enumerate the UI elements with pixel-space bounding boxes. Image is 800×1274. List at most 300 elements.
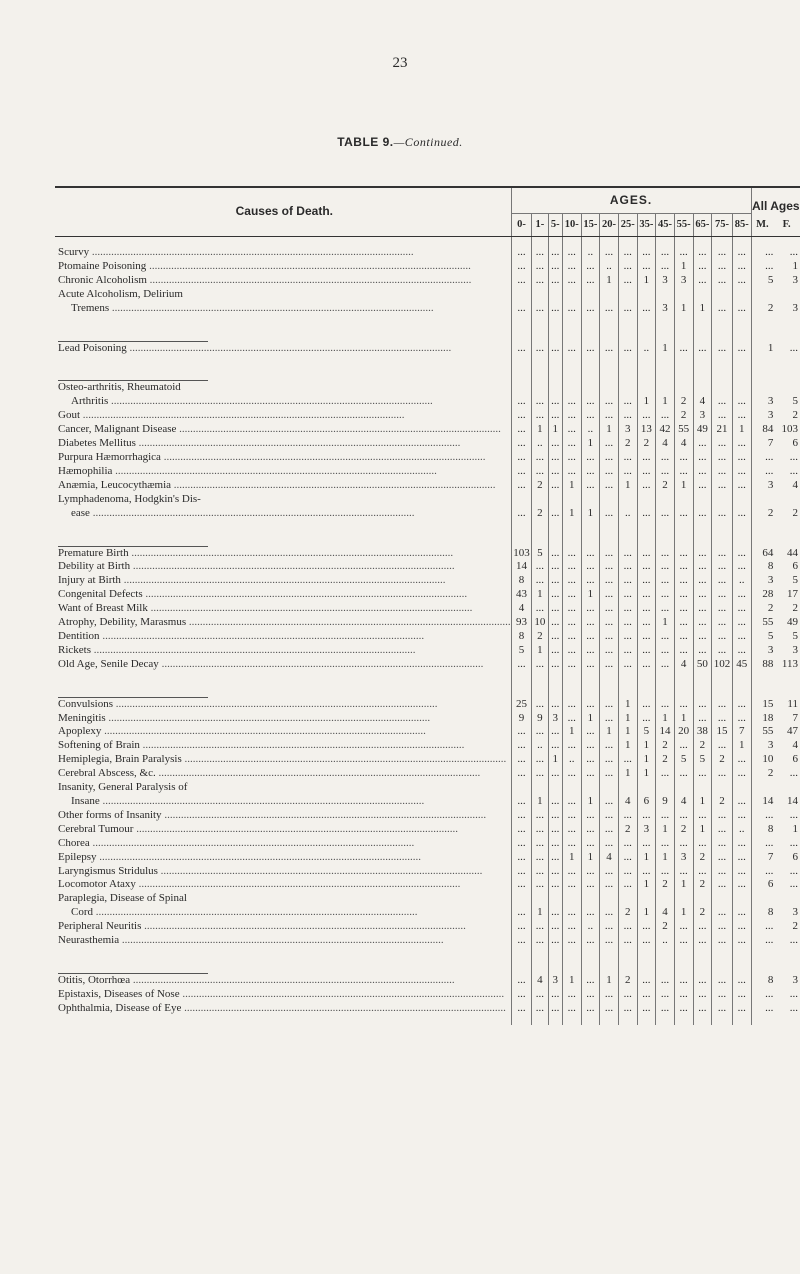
age-value: ...	[548, 809, 562, 823]
total-male-value: 7	[751, 851, 775, 865]
age-value: ...	[693, 809, 712, 823]
age-value: 4	[674, 795, 693, 809]
age-group-header: 1-	[532, 214, 548, 237]
age-value: ...	[600, 302, 619, 316]
total-female-value: 2	[792, 602, 798, 615]
age-value: ...	[656, 865, 675, 879]
age-value: ...	[600, 865, 619, 879]
age-value: ...	[600, 547, 619, 561]
age-value: ...	[511, 851, 532, 865]
total-female-value: ...	[789, 246, 798, 258]
age-value: ...	[674, 1002, 693, 1016]
age-value: 1	[562, 725, 581, 739]
total-female-value: ...	[789, 1001, 798, 1014]
age-value: ...	[656, 602, 675, 616]
total-male-value: 5	[751, 274, 775, 288]
age-value: ...	[674, 837, 693, 851]
age-value: ...	[532, 865, 548, 879]
age-value: ...	[712, 574, 733, 588]
total-female-value: ...	[789, 987, 798, 1000]
age-value: ...	[532, 878, 548, 892]
total-female-value: 6	[792, 437, 798, 450]
age-value: ..	[618, 507, 637, 521]
age-value: ...	[732, 906, 751, 920]
age-value: ...	[548, 795, 562, 809]
age-value: ...	[712, 560, 733, 574]
total-male-value: ...	[751, 1002, 775, 1016]
age-value: 9	[511, 712, 532, 726]
total-female-value: 6	[792, 753, 798, 766]
age-value: ...	[562, 767, 581, 781]
age-value: ..	[732, 574, 751, 588]
age-value: ...	[618, 574, 637, 588]
total-female-value: 5	[792, 395, 798, 408]
age-value: ...	[674, 988, 693, 1002]
age-value: 1	[637, 274, 656, 288]
total-female-value: 11	[787, 697, 798, 710]
total-female-value: 103	[781, 423, 798, 436]
age-value: ...	[600, 588, 619, 602]
age-value: ...	[600, 409, 619, 423]
cause-label: Cerebral Abscess, &c. .....	[55, 767, 511, 781]
age-value: ..	[656, 934, 675, 948]
cause-label: Chorea .....	[55, 837, 511, 851]
age-value: ...	[618, 644, 637, 658]
age-value: ...	[732, 974, 751, 988]
table-row	[55, 920, 800, 934]
age-value: ...	[712, 302, 733, 316]
age-value: ...	[548, 878, 562, 892]
age-value: 2	[693, 906, 712, 920]
cause-label: Lead Poisoning .....	[55, 342, 511, 356]
total-male-value: 3	[751, 409, 775, 423]
total-male-value: 18	[751, 712, 775, 726]
age-value: ...	[511, 725, 532, 739]
cause-label: Meningitis .....	[55, 712, 511, 726]
age-value: ...	[712, 644, 733, 658]
age-value: ...	[548, 302, 562, 316]
age-value: ...	[600, 906, 619, 920]
age-value: ...	[562, 823, 581, 837]
age-value: ...	[532, 753, 548, 767]
total-male-value: 7	[751, 437, 775, 451]
total-male-value: ...	[751, 988, 775, 1002]
age-value: ...	[674, 934, 693, 948]
total-female-value: ...	[789, 836, 798, 849]
age-value: ...	[693, 588, 712, 602]
age-value: ...	[532, 725, 548, 739]
age-value: 42	[656, 423, 675, 437]
age-group-header: 20-	[600, 214, 619, 237]
age-value: ...	[693, 934, 712, 948]
age-value: ...	[712, 851, 733, 865]
age-value: 1	[656, 851, 675, 865]
table-row	[55, 409, 800, 423]
age-value: 1	[656, 342, 675, 356]
age-value: ...	[562, 437, 581, 451]
age-value: ...	[548, 851, 562, 865]
age-value: ...	[637, 451, 656, 465]
mortality-table	[55, 186, 800, 1025]
table-row	[55, 837, 800, 851]
age-value: ...	[562, 423, 581, 437]
age-value: ...	[693, 630, 712, 644]
age-value: ...	[712, 465, 733, 479]
age-value: ...	[562, 409, 581, 423]
age-value: ...	[712, 739, 733, 753]
age-value: ...	[511, 395, 532, 409]
age-value: ...	[600, 739, 619, 753]
total-female-value: 4	[792, 739, 798, 752]
total-male-value: 14	[751, 795, 775, 809]
table-row	[55, 507, 800, 521]
table-row	[55, 616, 800, 630]
table-row	[55, 712, 800, 726]
age-value: 1	[548, 423, 562, 437]
total-female-value: ...	[789, 864, 798, 877]
age-value: ...	[548, 260, 562, 274]
table-row	[55, 698, 800, 712]
age-value: 1	[674, 479, 693, 493]
age-value: ...	[532, 837, 548, 851]
total-male-value: 10	[751, 753, 775, 767]
total-female-value: 44	[787, 546, 798, 559]
age-value: ...	[548, 658, 562, 672]
age-value: ...	[581, 698, 600, 712]
cause-label: Cerebral Tumour .....	[55, 823, 511, 837]
table-row	[55, 851, 800, 865]
age-value: 4	[532, 974, 548, 988]
age-value: ...	[732, 547, 751, 561]
age-value: ...	[637, 712, 656, 726]
age-value: ...	[693, 602, 712, 616]
age-group-header: 85-	[732, 214, 751, 237]
age-value: ...	[562, 602, 581, 616]
age-value: 1	[693, 795, 712, 809]
age-value: ...	[581, 753, 600, 767]
age-value: ...	[656, 560, 675, 574]
age-value: ...	[581, 809, 600, 823]
age-value: ...	[581, 342, 600, 356]
age-value: ...	[511, 437, 532, 451]
age-value: ...	[511, 739, 532, 753]
age-value: ...	[548, 602, 562, 616]
age-value: ...	[511, 906, 532, 920]
total-female-value: ...	[789, 767, 798, 780]
age-value: ...	[618, 616, 637, 630]
table-row-continuation	[55, 781, 800, 795]
age-value: ...	[656, 574, 675, 588]
age-value: ...	[548, 644, 562, 658]
age-value: ...	[511, 1002, 532, 1016]
age-value: ...	[562, 878, 581, 892]
age-value: ...	[637, 698, 656, 712]
age-value: ...	[656, 809, 675, 823]
table-row	[55, 988, 800, 1002]
table-row	[55, 809, 800, 823]
age-value: ...	[548, 465, 562, 479]
table-body	[55, 237, 800, 1025]
age-value: ...	[600, 712, 619, 726]
age-value: ...	[732, 712, 751, 726]
age-value: ...	[581, 547, 600, 561]
age-value: ...	[548, 1002, 562, 1016]
age-value: ...	[511, 767, 532, 781]
age-value: ...	[732, 920, 751, 934]
age-value: 1	[562, 479, 581, 493]
total-female-value: 1	[792, 259, 798, 272]
cause-label: ease .....	[55, 507, 511, 521]
cause-label: Congenital Defects .....	[55, 588, 511, 602]
age-value: ...	[693, 451, 712, 465]
age-value: ...	[548, 725, 562, 739]
age-value: 1	[732, 423, 751, 437]
total-female-value: 2	[792, 409, 798, 422]
age-value: ...	[548, 616, 562, 630]
table-row	[55, 725, 800, 739]
age-value: ...	[618, 260, 637, 274]
age-value: ...	[674, 560, 693, 574]
age-group-header: 55-	[674, 214, 693, 237]
age-value: 3	[618, 423, 637, 437]
cause-label: Purpura Hæmorrhagica .....	[55, 451, 511, 465]
age-value: ...	[562, 274, 581, 288]
age-value: ...	[600, 574, 619, 588]
age-value: ...	[511, 934, 532, 948]
age-value: ...	[732, 342, 751, 356]
age-value: ...	[693, 920, 712, 934]
age-value: ...	[732, 837, 751, 851]
age-value: ...	[600, 395, 619, 409]
age-value: ...	[548, 437, 562, 451]
cause-label: Gout .....	[55, 409, 511, 423]
age-value: ...	[693, 974, 712, 988]
cause-label: Atrophy, Debility, Marasmus .....	[55, 616, 511, 630]
table-row	[55, 1002, 800, 1016]
age-value: 1	[674, 260, 693, 274]
table-row	[55, 423, 800, 437]
age-value: ...	[637, 974, 656, 988]
age-value: ...	[511, 451, 532, 465]
age-value: ..	[562, 753, 581, 767]
age-value: ...	[600, 809, 619, 823]
age-value: ...	[600, 451, 619, 465]
age-value: ...	[693, 837, 712, 851]
age-value: 1	[618, 767, 637, 781]
age-value: ...	[511, 809, 532, 823]
age-value: ...	[712, 767, 733, 781]
age-value: ...	[511, 260, 532, 274]
age-value: ...	[511, 507, 532, 521]
age-value: ...	[548, 274, 562, 288]
table-caption	[0, 135, 800, 150]
age-value: ...	[637, 837, 656, 851]
total-male-value: 2	[751, 507, 775, 521]
age-value: ...	[600, 767, 619, 781]
age-value: 1	[693, 302, 712, 316]
age-value: 13	[637, 423, 656, 437]
age-value: ...	[637, 602, 656, 616]
age-value: ...	[600, 630, 619, 644]
age-value: 1	[581, 851, 600, 865]
age-value: ...	[618, 753, 637, 767]
age-value: ...	[712, 934, 733, 948]
age-value: ...	[581, 409, 600, 423]
age-value: ...	[618, 560, 637, 574]
table-row	[55, 574, 800, 588]
age-value: ...	[581, 823, 600, 837]
age-value: ...	[581, 302, 600, 316]
cause-label: Debility at Birth .....	[55, 560, 511, 574]
age-value: 1	[693, 823, 712, 837]
total-male-value: 2	[751, 602, 775, 616]
total-female-value: 7	[792, 711, 798, 724]
age-group-header: 10-	[562, 214, 581, 237]
age-value: 1	[637, 739, 656, 753]
age-value: ...	[693, 698, 712, 712]
age-value: ...	[581, 725, 600, 739]
age-value: ...	[637, 507, 656, 521]
age-value: ...	[511, 658, 532, 672]
age-value: ...	[674, 465, 693, 479]
age-value: 1	[581, 795, 600, 809]
total-male-value: 55	[751, 616, 775, 630]
table-row	[55, 630, 800, 644]
table-row	[55, 767, 800, 781]
age-value: 1	[618, 698, 637, 712]
age-value: 3	[693, 409, 712, 423]
age-value: 1	[562, 851, 581, 865]
age-value: 21	[712, 423, 733, 437]
age-value: ...	[562, 658, 581, 672]
cause-label: Convulsions .....	[55, 698, 511, 712]
cause-label: Insane .....	[55, 795, 511, 809]
age-value: ...	[656, 547, 675, 561]
age-value: ...	[562, 616, 581, 630]
age-value: ...	[562, 342, 581, 356]
age-value: ...	[562, 795, 581, 809]
age-value: 5	[532, 547, 548, 561]
caption-label: TABLE 9.	[337, 135, 394, 149]
age-value: ...	[618, 865, 637, 879]
age-value: ...	[562, 588, 581, 602]
age-value: ...	[511, 409, 532, 423]
age-group-header: 45-	[656, 214, 675, 237]
age-value: 1	[562, 507, 581, 521]
age-value: 50	[693, 658, 712, 672]
age-value: ...	[693, 1002, 712, 1016]
cause-label: Laryngismus Stridulus .....	[55, 865, 511, 879]
age-value: ...	[548, 920, 562, 934]
table-row	[55, 795, 800, 809]
age-value: 2	[674, 409, 693, 423]
age-value: ...	[637, 246, 656, 260]
table-row	[55, 479, 800, 493]
age-value: ...	[712, 616, 733, 630]
total-female-value: 3	[792, 973, 798, 986]
age-value: ...	[712, 260, 733, 274]
age-value: ...	[562, 260, 581, 274]
age-value: 2	[532, 507, 548, 521]
age-value: ...	[618, 851, 637, 865]
age-value: ...	[618, 409, 637, 423]
total-female-value: 6	[792, 560, 798, 573]
age-value: ...	[732, 851, 751, 865]
total-male-value: 28	[751, 588, 775, 602]
age-value: ...	[600, 934, 619, 948]
age-value: ...	[712, 547, 733, 561]
age-value: ...	[712, 437, 733, 451]
cause-label: Epilepsy .....	[55, 851, 511, 865]
cause-label: Scurvy .....	[55, 246, 511, 260]
age-value: 1	[732, 739, 751, 753]
table-row	[55, 753, 800, 767]
age-value: ...	[637, 644, 656, 658]
age-value: 43	[511, 588, 532, 602]
age-value: 4	[600, 851, 619, 865]
age-value: ...	[548, 479, 562, 493]
total-female-value: 17	[787, 588, 798, 601]
age-value: ...	[693, 988, 712, 1002]
age-value: ...	[581, 644, 600, 658]
total-male-value: 15	[751, 698, 775, 712]
cause-label: Epistaxis, Diseases of Nose .....	[55, 988, 511, 1002]
age-value: 5	[693, 753, 712, 767]
age-value: ...	[581, 878, 600, 892]
age-value: ...	[637, 1002, 656, 1016]
age-value: ...	[712, 451, 733, 465]
age-value: ...	[511, 920, 532, 934]
age-value: ...	[532, 451, 548, 465]
age-value: ...	[674, 974, 693, 988]
age-value: 1	[581, 437, 600, 451]
age-value: ...	[600, 698, 619, 712]
age-value: 2	[693, 851, 712, 865]
cause-label: Chronic Alcoholism .....	[55, 274, 511, 288]
age-value: ...	[548, 837, 562, 851]
age-value: 1	[600, 423, 619, 437]
cause-label: Anæmia, Leucocythæmia .....	[55, 479, 511, 493]
age-value: ...	[532, 988, 548, 1002]
total-male-value: ...	[751, 260, 775, 274]
total-male-value: ...	[751, 809, 775, 823]
age-value: ...	[532, 602, 548, 616]
age-value: ...	[581, 1002, 600, 1016]
age-value: ...	[562, 920, 581, 934]
age-value: ...	[511, 246, 532, 260]
age-value: ...	[732, 260, 751, 274]
age-value: ...	[693, 342, 712, 356]
causes-header: Causes of Death.	[55, 187, 511, 237]
age-value: ...	[511, 878, 532, 892]
age-value: ...	[600, 920, 619, 934]
age-value: ...	[581, 479, 600, 493]
total-male-value: 2	[751, 767, 775, 781]
age-value: ...	[562, 712, 581, 726]
age-value: ...	[532, 823, 548, 837]
age-value: ...	[548, 560, 562, 574]
age-value: ...	[618, 658, 637, 672]
cause-label: Hæmophilia .....	[55, 465, 511, 479]
age-value: ...	[532, 767, 548, 781]
age-value: ...	[656, 698, 675, 712]
age-value: ...	[548, 574, 562, 588]
age-value: 1	[581, 507, 600, 521]
age-value: ...	[618, 302, 637, 316]
total-female-value: 3	[792, 906, 798, 919]
age-value: ...	[656, 644, 675, 658]
age-value: ...	[637, 934, 656, 948]
